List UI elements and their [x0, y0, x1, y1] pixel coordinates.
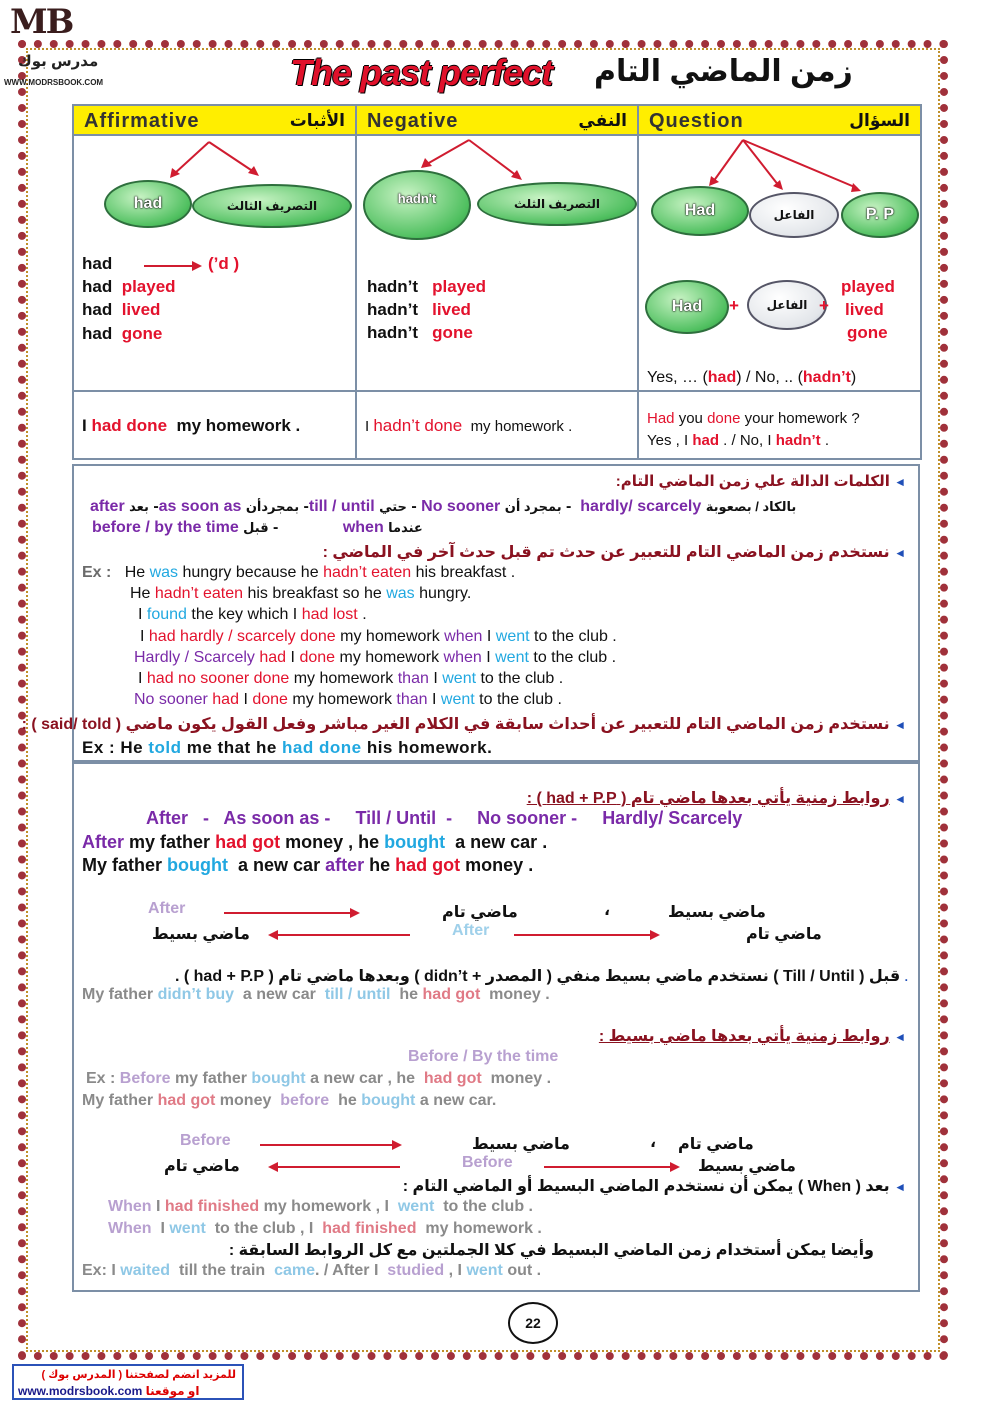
diagram1-after: After	[148, 900, 186, 917]
diagram1-basit-2: ماضي بسيط	[152, 926, 250, 943]
page-number: 22	[508, 1302, 558, 1344]
before-example-1: Ex : Before my father bought a new car , he had got money .	[86, 1070, 552, 1087]
when-rule: ◄ بعد ( When ) يمكن أن نستخدم الماضي البسيط أو الماضي التام :	[402, 1178, 906, 1195]
header-affirmative: Affirmative الأثبات	[73, 105, 356, 135]
diagram2-basit: ماضي بسيط	[472, 1136, 570, 1153]
diagram2-basit-2: ماضي بسيط	[698, 1158, 796, 1175]
example-3: I found the key which I had lost .	[138, 606, 367, 623]
diagram1-comma: ،	[604, 902, 611, 919]
links-list-1: After - As soon as - Till / Until - No sooner - Hardly/ Scarcely	[146, 808, 743, 828]
oval-neg-past-participle: التصريف الثلث	[477, 182, 637, 226]
till-example: My father didn’t buy a new car till / until he had got money .	[82, 986, 550, 1003]
header-question: Question السؤال	[638, 105, 921, 135]
usage-section	[21, 464, 920, 762]
aff-contraction: (’d )	[208, 254, 240, 273]
diagram1-after-2: After	[452, 922, 490, 939]
diagram2-arrow-right	[260, 1144, 400, 1146]
plus-1: +	[729, 296, 739, 315]
diagram1-basit: ماضي بسيط	[668, 904, 766, 921]
q-verb-3: gone	[847, 323, 888, 342]
q-verb-1: played	[841, 277, 895, 296]
neg-line-1: hadn’t played	[367, 277, 487, 296]
footer-banner[interactable]	[12, 1364, 244, 1400]
oval-had: had	[104, 180, 192, 228]
table-header-row	[73, 105, 921, 135]
oval-past-participle: التصريف الثالث	[192, 184, 352, 228]
also-example: Ex: I waited till the train came. / After I studied , I went out .	[82, 1262, 542, 1279]
q-example-question: Had you done your homework ?	[647, 410, 860, 427]
logo-arabic: مدرس بوك	[18, 53, 99, 70]
question-cell	[638, 135, 921, 391]
links-heading-2: ◄ روابط زمنية يأتي بعدها ماضي بسيط :	[598, 1028, 906, 1045]
links-heading-1: ◄ روابط زمنية يأتي بعدها ماضي تام ( had + P.P ) :	[526, 790, 906, 807]
logo-url: WWW.MODRSBOOK.COM	[4, 78, 104, 87]
oval-q-subject: الفاعل	[749, 192, 839, 238]
keywords-row-1: after بعد -as soon as بمجردأن -till / until حتي - No sooner بمجرد أن - hardly/ scarcely بالكاد / بصعوبة	[90, 498, 797, 515]
before-example-2: My father had got money before he bought a new car.	[82, 1092, 497, 1109]
links-list-2: Before / By the time	[408, 1048, 559, 1065]
diagram2-comma: ،	[650, 1134, 657, 1151]
aff-line-3: had lived	[82, 300, 161, 319]
oval-hadnt: hadn't	[363, 170, 471, 240]
header-negative: Negative النفي	[356, 105, 638, 135]
example-2: He hadn’t eaten his breakfast so he was hungry.	[130, 585, 472, 602]
links-example-1: After my father had got money , he bought a new car .	[82, 832, 548, 852]
neg-line-2: hadn’t lived	[367, 300, 471, 319]
page-title-ar: زمن الماضي التام	[594, 55, 853, 88]
when-example-2: When I went to the club , I had finished my homework .	[108, 1220, 542, 1237]
q-arrows	[639, 136, 922, 390]
aff-example: I had done my homework .	[82, 416, 301, 435]
keywords-row-2: before / by the time قبل - when عندما	[92, 519, 423, 536]
diagram1-arrow-right-2	[514, 934, 658, 936]
negative-cell	[356, 135, 638, 391]
aff-line-2: had played	[82, 277, 176, 296]
diagram2-arrow-right-2	[544, 1166, 678, 1168]
diagram2-before: Before	[180, 1132, 231, 1149]
diagram2-arrow-left	[270, 1166, 400, 1168]
example-6: I had no sooner done my homework than I went to the club .	[138, 670, 564, 687]
oval-q-had: Had	[651, 186, 749, 236]
plus-2: +	[819, 296, 829, 315]
aff-example-cell	[73, 391, 356, 459]
affirmative-cell	[73, 135, 356, 391]
links-example-2: My father bought a new car after he had got money .	[82, 855, 534, 875]
neg-example: I hadn’t done my homework .	[365, 416, 573, 435]
forms-table	[72, 104, 922, 460]
q-example-cell	[638, 391, 921, 459]
diagram2-tam: ماضي تام	[678, 1136, 754, 1153]
oval-q-pp: P. P	[841, 192, 919, 238]
example-1: Ex : He was hungry because he hadn’t eaten his breakfast .	[82, 564, 516, 581]
footer-join-text: للمزيد انضم لصفحتنا ( المدرس بوك )	[41, 1369, 236, 1381]
keywords-heading: ◄ الكلمات الدالة علي زمن الماضي التام:	[615, 473, 906, 490]
aff-line-1: had	[82, 254, 113, 273]
aff-arrow	[144, 265, 200, 267]
diagram2-tam-2: ماضي تام	[164, 1158, 240, 1175]
usage-heading-2: ◄ نستخدم زمن الماضي التام للتعبير عن أحداث سابقة في الكلام الغير مباشر وفعل القول يكون ماضي ( said/ told ) :	[21, 716, 906, 733]
diagram1-arrow-left	[270, 934, 410, 936]
example-reported: Ex : He told me that he had done his homework.	[82, 738, 493, 757]
example-4: I had hardly / scarcely done my homework when I went to the club .	[140, 628, 617, 645]
logo-mark: MB	[10, 2, 73, 42]
q-example-answer: Yes , I had . / No, I hadn’t .	[647, 432, 830, 449]
usage-heading-1: ◄ نستخدم زمن الماضي التام للتعبير عن حدث تم قبل حدث آخر في الماضي :	[322, 544, 906, 561]
q-short-answer: Yes, … (had) / No, .. (hadn’t)	[647, 369, 857, 386]
aff-line-4: had gone	[82, 324, 163, 343]
diagram2-before-2: Before	[462, 1154, 513, 1171]
diagram1-arrow-right	[224, 912, 358, 914]
time-links-section	[72, 762, 920, 1292]
also-rule: وأيضا يمكن أستخدام زمن الماضي البسيط في كلا الجملتين مع كل الروابط السابقة :	[228, 1242, 874, 1259]
page-title-en: The past perfect	[290, 52, 553, 93]
q-verb-2: lived	[845, 300, 884, 319]
when-example-1: When I had finished my homework , I went to the club .	[108, 1198, 533, 1215]
example-7: No sooner had I done my homework than I went to the club .	[134, 691, 562, 708]
oval-q-subject-2: الفاعل	[747, 280, 827, 330]
site-logo[interactable]	[4, 2, 104, 96]
diagram1-tam: ماضي تام	[442, 904, 518, 921]
till-rule: . قبل ( Till / Until ) نستخدم ماضي بسيط منفي ( المصدر + didn’t ) وبعدها ماضي تام ( had + P.P ) .	[174, 968, 908, 985]
footer-url[interactable]: www.modrsbook.com او موقعنا	[18, 1384, 200, 1398]
diagram1-tam-2: ماضي تام	[746, 926, 822, 943]
neg-example-cell	[356, 391, 638, 459]
example-5: Hardly / Scarcely had I done my homework when I went to the club .	[134, 649, 617, 666]
neg-line-3: hadn’t gone	[367, 323, 473, 342]
oval-q-had-2: Had	[645, 280, 729, 334]
